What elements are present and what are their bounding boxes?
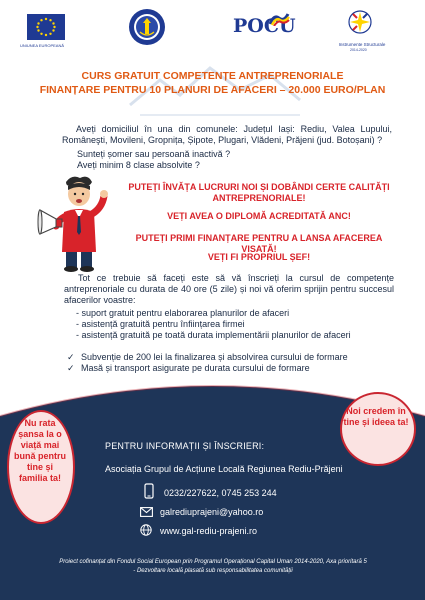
phone-icon <box>144 483 154 499</box>
email-icon <box>140 507 153 517</box>
globe-icon <box>140 524 152 536</box>
checkmark-icon: ✓ <box>67 352 75 362</box>
benefit-text: Subvenție de 200 lei la finalizarea și absolvirea cursului de formare <box>81 352 348 362</box>
benefit-item <box>64 363 394 374</box>
intro-question-unemployed: Sunteți șomer sau persoană inactivă ? <box>77 149 231 159</box>
contact-phone[interactable]: 0232/227622, 0745 253 244 <box>164 488 277 498</box>
funding-footer <box>30 558 396 576</box>
page-title-line1: CURS GRATUIT COMPETENȚE ANTREPRENORIALE <box>81 70 344 82</box>
list-item: - suport gratuit pentru elaborarea planurilor de afaceri <box>76 308 290 318</box>
logo-row <box>0 0 425 62</box>
speech-bubble-right-text: Noi credem în tine și ideea ta! <box>343 406 409 427</box>
structural-instruments-logo <box>345 8 375 40</box>
pocu-flag-mark <box>268 12 290 26</box>
benefits-list <box>64 352 394 374</box>
intro-question-education: Aveți minim 8 clase absolvite ? <box>77 160 200 170</box>
benefit-text: Masă și transport asigurate pe durata cursului de formare <box>81 363 310 373</box>
checkmark-icon: ✓ <box>67 363 75 373</box>
speech-bubble-left-text: Nu rata șansa la o viață mai bună pentru tine și familia ta! <box>14 418 66 483</box>
contact-heading: PENTRU INFORMAȚII ȘI ÎNSCRIERI: <box>105 441 265 451</box>
structural-instruments-years: 2014-2020 <box>350 48 367 52</box>
claim-learn: PUTEȚI ÎNVĂȚA LUCRURI NOI ȘI DOBÂNDI CERTE CALITĂȚI ANTREPRENORIALE! <box>128 182 390 203</box>
support-list <box>76 308 406 341</box>
footer-line1: Proiect cofinanțat din Fondul Social European prin Programul Operațional Capital Uman 2014-2020, Axa prioritară 5 <box>59 559 367 565</box>
list-item: - asistență gratuită pe toată durata implementării planurilor de afaceri <box>76 330 351 340</box>
eu-label: UNIUNEA EUROPEANĂ <box>20 43 65 48</box>
intro-question-residence: Aveți domiciliul în una din comunele: Județul Iași: Rediu, Valea Lupului, Româneşti, Movileni, Gropnița, Șipote, Plugari, Vlădeni, Prăjeni (jud. Botoșani) ? <box>62 124 392 145</box>
structural-instruments-label: Instrumente Structurale <box>338 42 386 47</box>
speech-bubble-right <box>340 392 416 466</box>
pocu-logo: POCU <box>233 15 296 37</box>
claim-diploma: VEȚI AVEA O DIPLOMĂ ACREDITATĂ ANC! <box>167 211 351 221</box>
benefit-item <box>64 352 394 363</box>
eu-flag-logo <box>27 14 65 40</box>
contact-website[interactable]: www.gal-rediu-prajeni.ro <box>160 526 258 536</box>
claim-financing: PUTEȚI PRIMI FINANȚARE PENTRU A LANSA AFACEREA VISATĂ! <box>135 233 383 254</box>
government-seal-logo <box>128 8 166 46</box>
contact-organization: Asociația Grupul de Acțiune Locală Regiunea Rediu-Prăjeni <box>105 464 343 474</box>
megaphone-man-illustration <box>36 172 118 272</box>
footer-line2: - Dezvoltare locală plasată sub responsabilitatea comunității <box>133 568 293 574</box>
body-paragraph: Tot ce trebuie să faceți este să vă înscrieți la cursul de competențe antreprenoriale cu durata de 40 ore (5 zile) și noi vă oferim sprijin pentru succesul afacerilor voastre: <box>64 273 394 305</box>
page-title-line2: FINANȚARE PENTRU 10 PLANURI DE AFACERI – 20.000 EURO/PLAN <box>39 84 386 96</box>
claim-own-boss: VEȚI FI PROPRIUL ȘEF! <box>207 252 311 262</box>
contact-email[interactable]: galrediuprajeni@yahoo.ro <box>160 507 264 517</box>
list-item: - asistență gratuită pentru înființarea firmei <box>76 319 245 329</box>
